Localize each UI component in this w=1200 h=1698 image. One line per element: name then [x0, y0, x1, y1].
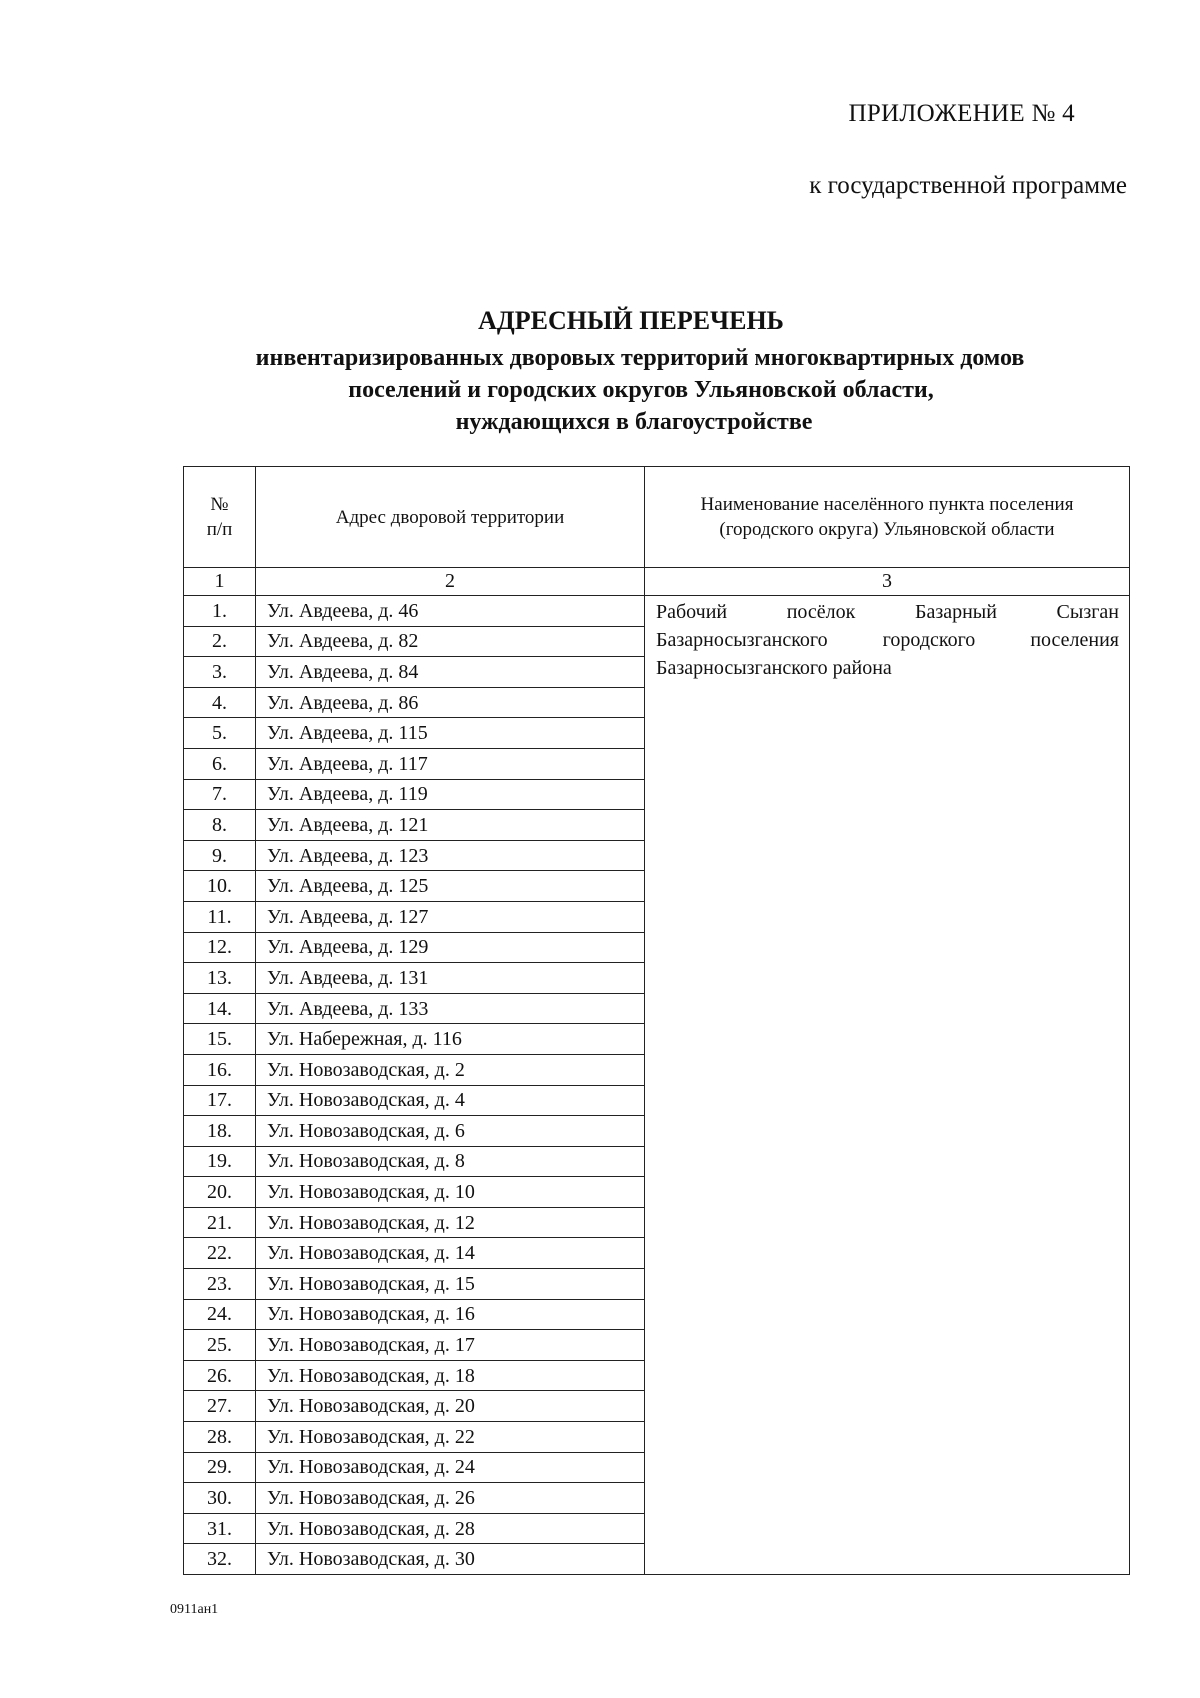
- row-address: Ул. Новозаводская, д. 4: [256, 1085, 645, 1116]
- row-address: Ул. Авдеева, д. 84: [256, 657, 645, 688]
- column-numbers-row: [184, 568, 1130, 596]
- row-address: Ул. Новозаводская, д. 24: [256, 1452, 645, 1483]
- settlement-name: Рабочий посёлок Базарный Сызган Базарносызганского городского поселения Базарносызганского района: [645, 596, 1130, 1575]
- row-number: 7.: [184, 779, 256, 810]
- row-number: 16.: [184, 1054, 256, 1085]
- document-title: [0, 306, 1200, 438]
- row-address: Ул. Новозаводская, д. 30: [256, 1544, 645, 1575]
- row-address: Ул. Авдеева, д. 115: [256, 718, 645, 749]
- row-number: 15.: [184, 1024, 256, 1055]
- row-number: 11.: [184, 901, 256, 932]
- row-number: 28.: [184, 1422, 256, 1453]
- row-address: Ул. Новозаводская, д. 22: [256, 1422, 645, 1453]
- program-label: к государственной программе: [809, 172, 1127, 199]
- row-number: 9.: [184, 840, 256, 871]
- row-number: 29.: [184, 1452, 256, 1483]
- row-number: 24.: [184, 1299, 256, 1330]
- title-line-1: инвентаризированных дворовых территорий многоквартирных домов: [255, 345, 1025, 371]
- row-address: Ул. Авдеева, д. 119: [256, 779, 645, 810]
- row-address: Ул. Авдеева, д. 121: [256, 810, 645, 841]
- row-number: 17.: [184, 1085, 256, 1116]
- address-table: [183, 466, 1130, 1575]
- title-line-2: поселений и городских округов Ульяновской области,: [348, 377, 934, 403]
- table-row: [184, 596, 1130, 627]
- header-number: № п/п: [184, 467, 256, 568]
- row-address: Ул. Новозаводская, д. 18: [256, 1360, 645, 1391]
- row-address: Ул. Набережная, д. 116: [256, 1024, 645, 1055]
- row-address: Ул. Новозаводская, д. 17: [256, 1330, 645, 1361]
- table-header-row: [184, 467, 1130, 568]
- row-address: Ул. Новозаводская, д. 12: [256, 1207, 645, 1238]
- row-number: 12.: [184, 932, 256, 963]
- document-code: 0911ан1: [170, 1602, 219, 1617]
- title-line-3: нуждающихся в благоустройстве: [455, 409, 813, 435]
- row-number: 5.: [184, 718, 256, 749]
- row-number: 20.: [184, 1177, 256, 1208]
- row-number: 1.: [184, 596, 256, 627]
- row-address: Ул. Авдеева, д. 46: [256, 596, 645, 627]
- row-address: Ул. Авдеева, д. 117: [256, 748, 645, 779]
- row-address: Ул. Авдеева, д. 131: [256, 963, 645, 994]
- row-number: 32.: [184, 1544, 256, 1575]
- row-number: 25.: [184, 1330, 256, 1361]
- row-number: 8.: [184, 810, 256, 841]
- row-number: 26.: [184, 1360, 256, 1391]
- header-location: Наименование населённого пункта поселения (городского округа) Ульяновской области: [645, 467, 1130, 568]
- column-number: 2: [256, 568, 645, 596]
- row-number: 10.: [184, 871, 256, 902]
- row-address: Ул. Авдеева, д. 82: [256, 626, 645, 657]
- row-number: 6.: [184, 748, 256, 779]
- row-number: 31.: [184, 1513, 256, 1544]
- row-number: 23.: [184, 1269, 256, 1300]
- row-address: Ул. Новозаводская, д. 2: [256, 1054, 645, 1085]
- title-main: АДРЕСНЫЙ ПЕРЕЧЕНЬ: [478, 306, 784, 335]
- row-number: 2.: [184, 626, 256, 657]
- row-address: Ул. Новозаводская, д. 28: [256, 1513, 645, 1544]
- row-number: 19.: [184, 1146, 256, 1177]
- row-address: Ул. Авдеева, д. 127: [256, 901, 645, 932]
- row-number: 3.: [184, 657, 256, 688]
- row-number: 14.: [184, 993, 256, 1024]
- row-number: 22.: [184, 1238, 256, 1269]
- row-address: Ул. Авдеева, д. 86: [256, 687, 645, 718]
- row-address: Ул. Новозаводская, д. 6: [256, 1116, 645, 1147]
- row-address: Ул. Новозаводская, д. 15: [256, 1269, 645, 1300]
- header-address: Адрес дворовой территории: [256, 467, 645, 568]
- row-number: 30.: [184, 1483, 256, 1514]
- row-number: 27.: [184, 1391, 256, 1422]
- row-address: Ул. Авдеева, д. 129: [256, 932, 645, 963]
- row-address: Ул. Новозаводская, д. 26: [256, 1483, 645, 1514]
- row-address: Ул. Новозаводская, д. 20: [256, 1391, 645, 1422]
- appendix-label: ПРИЛОЖЕНИЕ № 4: [848, 100, 1075, 127]
- row-number: 13.: [184, 963, 256, 994]
- row-address: Ул. Новозаводская, д. 14: [256, 1238, 645, 1269]
- row-address: Ул. Новозаводская, д. 10: [256, 1177, 645, 1208]
- row-address: Ул. Новозаводская, д. 8: [256, 1146, 645, 1177]
- row-address: Ул. Авдеева, д. 123: [256, 840, 645, 871]
- column-number: 1: [184, 568, 256, 596]
- row-address: Ул. Авдеева, д. 133: [256, 993, 645, 1024]
- row-address: Ул. Новозаводская, д. 16: [256, 1299, 645, 1330]
- row-number: 18.: [184, 1116, 256, 1147]
- row-address: Ул. Авдеева, д. 125: [256, 871, 645, 902]
- row-number: 4.: [184, 687, 256, 718]
- column-number: 3: [645, 568, 1130, 596]
- row-number: 21.: [184, 1207, 256, 1238]
